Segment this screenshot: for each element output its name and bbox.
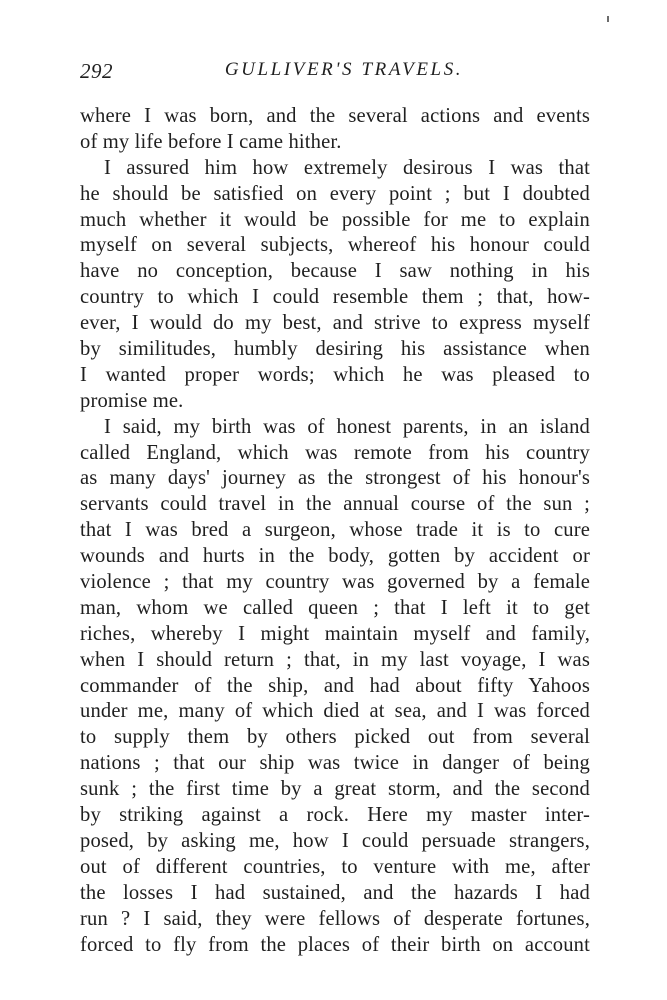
text-line: wounds and hurts in the body, gotten by accident or bbox=[80, 545, 590, 568]
text-line: when I should return ; that, in my last voyage, I was bbox=[80, 648, 590, 671]
page-header bbox=[80, 59, 590, 87]
text-line: to supply them by others picked out from several bbox=[80, 726, 590, 749]
text-line: I wanted proper words; which he was pleased to bbox=[80, 363, 590, 386]
text-line: much whether it would be possible for me to explain bbox=[80, 208, 590, 231]
running-title: GULLIVER'S TRAVELS. bbox=[224, 59, 464, 80]
text-line: I assured him how extremely desirous I was that bbox=[104, 156, 590, 179]
text-line: I said, my birth was of honest parents, in an island bbox=[104, 415, 590, 438]
text-line: riches, whereby I might maintain myself and family, bbox=[80, 622, 590, 645]
text-line: posed, by asking me, how I could persuade strangers, bbox=[80, 829, 590, 852]
text-line: ever, I would do my best, and strive to express myself bbox=[80, 312, 590, 335]
text-line: out of different countries, to venture with me, after bbox=[80, 855, 590, 878]
text-line: by similitudes, humbly desiring his assistance when bbox=[80, 338, 590, 361]
text-line: man, whom we called queen ; that I left it to get bbox=[80, 596, 590, 619]
text-line: run ? I said, they were fellows of desperate fortunes, bbox=[80, 907, 590, 930]
page-number: 292 bbox=[80, 59, 113, 83]
text-line: servants could travel in the annual course of the sun ; bbox=[80, 493, 590, 516]
text-line: commander of the ship, and had about fifty Yahoos bbox=[80, 674, 590, 697]
text-line: under me, many of which died at sea, and I was forced bbox=[80, 700, 590, 723]
text-line: violence ; that my country was governed by a female bbox=[80, 571, 590, 594]
text-line: by striking against a rock. Here my master inter- bbox=[80, 804, 590, 827]
text-line: sunk ; the first time by a great storm, and the second bbox=[80, 778, 590, 801]
text-line: he should be satisfied on every point ; but I doubted bbox=[80, 182, 590, 205]
text-line: myself on several subjects, whereof his honour could bbox=[80, 234, 590, 257]
text-line: forced to fly from the places of their birth on account bbox=[80, 933, 590, 956]
text-line: promise me. bbox=[80, 389, 184, 412]
text-line: have no conception, because I saw nothing in his bbox=[80, 260, 590, 283]
page-corner-mark bbox=[607, 16, 609, 22]
text-line: nations ; that our ship was twice in danger of being bbox=[80, 752, 590, 775]
text-line: of my life before I came hither. bbox=[80, 130, 342, 153]
text-line: that I was bred a surgeon, whose trade it is to cure bbox=[80, 519, 590, 542]
text-line: the losses I had sustained, and the hazards I had bbox=[80, 881, 590, 904]
text-line: where I was born, and the several actions and events bbox=[80, 105, 590, 127]
text-line: as many days' journey as the strongest of his honour's bbox=[80, 467, 590, 490]
text-line: called England, which was remote from his country bbox=[80, 441, 590, 464]
body-text bbox=[80, 104, 590, 958]
text-line: country to which I could resemble them ; that, how- bbox=[80, 286, 590, 309]
